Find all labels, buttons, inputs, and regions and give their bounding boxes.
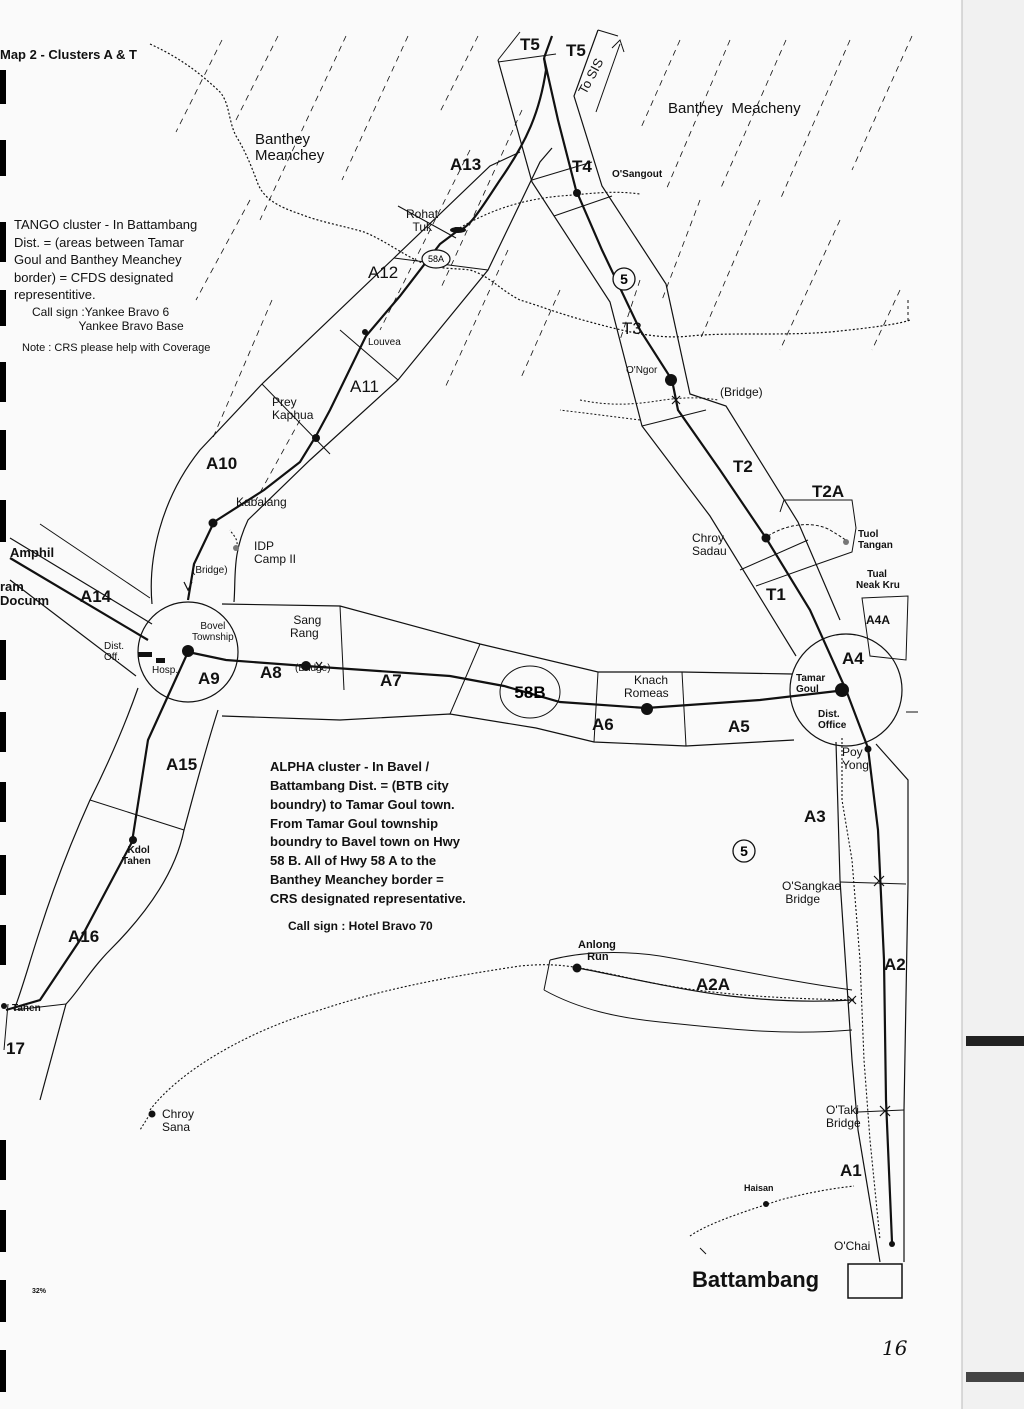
west-road: [6, 652, 188, 1010]
zone-a15: A15: [166, 755, 198, 774]
place-tuol-tangan: Tuol Tangan: [858, 529, 893, 551]
place-bridge-t: (Bridge): [720, 385, 763, 399]
zone-a5: A5: [728, 717, 750, 736]
alpha-callsign: Call sign : Hotel Bravo 70: [288, 919, 433, 933]
page-edge-mark: [966, 1036, 1024, 1046]
place-ongor: O'Ngor: [626, 365, 658, 376]
bridge-marks: [184, 396, 890, 1116]
place-kdol-tahen: Kdol Tahen: [122, 845, 151, 867]
page-edge-shadow: [962, 0, 1024, 1409]
zone-a8: A8: [260, 663, 282, 682]
hwy-58a-label: 58A: [427, 254, 444, 264]
binding-marks: [0, 70, 6, 1392]
place-otaki-bridge: O'Taki Bridge: [826, 1103, 861, 1130]
footer-percent: 32%: [32, 1288, 47, 1295]
place-anlong-run: Anlong Run: [578, 939, 616, 963]
place-tahen: Tahen: [12, 1003, 41, 1014]
region-banthey-meacheny: Banthey Meacheny: [668, 100, 801, 117]
zone-a10: A10: [206, 454, 238, 473]
province-border: [150, 41, 910, 337]
zone-a9: A9: [198, 669, 220, 688]
battambang-box: [848, 1264, 902, 1298]
place-poy-yong: Poy Yong: [842, 745, 869, 772]
hatching-lines: [176, 36, 912, 500]
place-chroy-sadau: Chroy Sadau: [692, 531, 727, 558]
hwy-5-label: 5: [620, 271, 628, 287]
zone-a1: A1: [840, 1161, 862, 1180]
region-banthey-meanchey: Banthey Meanchey: [255, 131, 325, 164]
zone-a6: A6: [592, 715, 614, 734]
place-bovel-township: Bovel Township: [192, 621, 234, 643]
tango-note: TANGO cluster - In Battambang Dist. = (areas between Tamar Goul and Banthey Meanchey border) = CFDS designated representitive.: [14, 217, 198, 303]
hwy-58a-road: [188, 58, 546, 600]
place-hosp: Hosp.: [152, 665, 179, 676]
zone-a7: A7: [380, 671, 402, 690]
dotted-roads: [140, 192, 880, 1240]
zone-a14: A14: [80, 587, 112, 606]
zone-a16: A16: [68, 927, 100, 946]
place-haisan: Haisan: [744, 1183, 774, 1193]
zone-a4: A4: [842, 649, 864, 668]
corridor-edge: [498, 32, 520, 60]
place-chroy-sana: Chroy Sana: [162, 1107, 195, 1134]
map-title: Map 2 - Clusters A & T: [0, 47, 138, 62]
page-edge-mark: [966, 1372, 1024, 1382]
zone-a11: A11: [350, 377, 379, 396]
page-number: 16: [882, 1336, 908, 1360]
place-bridge-a10: (Bridge): [192, 565, 228, 576]
zone-a4a: A4A: [866, 613, 891, 627]
place-idp-camp: IDP Camp II: [254, 539, 297, 566]
zone-17: 17: [6, 1039, 25, 1058]
zone-t2a: T2A: [812, 482, 845, 501]
city-battambang: Battambang: [692, 1267, 820, 1292]
zone-t5-left: T5: [520, 35, 540, 54]
zone-a12: A12: [368, 263, 399, 282]
place-prey-kaphua: Prey Kaphua: [272, 395, 314, 422]
place-louvea: Louvea: [368, 337, 401, 348]
zone-a3: A3: [804, 807, 826, 826]
tango-callsign: Call sign :Yankee Bravo 6 Yankee Bravo Base: [32, 305, 184, 333]
place-sang-rang: Sang Rang: [290, 613, 322, 640]
place-osangkae-bridge: O'Sangkae Bridge: [782, 879, 841, 906]
hwy-5-label-south: 5: [740, 843, 748, 859]
place-bridge-a8: (Bridge): [295, 663, 331, 674]
zone-t5-right: T5: [566, 41, 586, 60]
tango-coverage-note: Note : CRS please help with Coverage: [22, 342, 211, 354]
place-rohat-tuk: Rohat Tuk: [406, 207, 439, 234]
zone-a2: A2: [884, 955, 906, 974]
zone-t4: T4: [572, 157, 592, 176]
to-sis-label: To SIS: [575, 55, 607, 97]
place-dist-office: Dist. Office: [818, 709, 847, 731]
alpha-note: ALPHA cluster - In Bavel / Battambang Dist. = (BTB city boundry) to Tamar Goul town. From Tamar Goul township boundry to Bavel town on Hwy 58 B. All of Hwy 58 A to the Banthey Meanchey border = CRS designated representative.: [270, 759, 466, 906]
place-tamar-goul: Tamar Goul: [796, 673, 826, 695]
place-kabalang: Kabalang: [236, 495, 287, 509]
zone-t3: T3: [622, 319, 642, 338]
place-dist-off: Dist. Off.: [104, 641, 124, 663]
place-knach-romeas: Knach Romeas: [624, 673, 669, 700]
place-osangout: O'Sangout: [612, 169, 663, 180]
hwy-58b-label: 58B: [514, 683, 546, 702]
place-tual-neak-kru: Tual Neak Kru: [856, 569, 900, 591]
place-ochai: O'Chai: [834, 1239, 871, 1253]
zone-a13: A13: [450, 155, 482, 174]
zone-a2a: A2A: [696, 975, 731, 994]
zone-t2: T2: [733, 457, 753, 476]
place-amphil: Amphil: [10, 545, 55, 560]
place-ram-docurm: ram Docurm: [0, 579, 50, 608]
zone-t1: T1: [766, 585, 786, 604]
